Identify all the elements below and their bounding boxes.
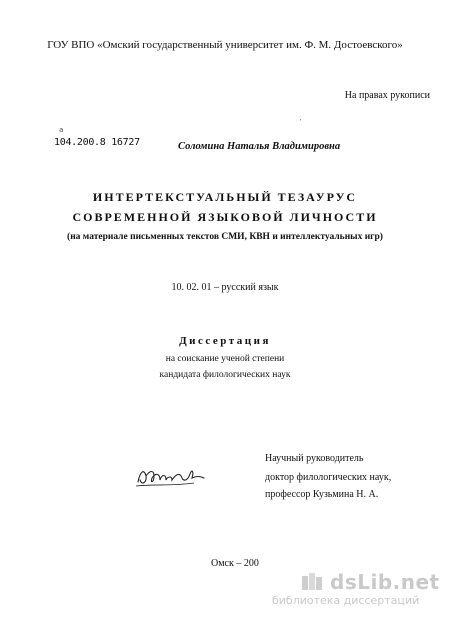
author-name: Соломина Наталья Владимировна xyxy=(178,141,341,152)
city-year: Омск – 200 xyxy=(211,558,259,569)
watermark-brand[interactable]: dsLib.net xyxy=(330,570,440,594)
handwritten-signature xyxy=(134,462,214,492)
document-type-heading: Диссертация xyxy=(179,335,271,347)
dslib-logo-icon xyxy=(300,570,326,592)
supervisor-name: профессор Кузьмина Н. А. xyxy=(265,489,379,500)
supervisor-degree: доктор филологических наук, xyxy=(265,472,392,483)
title-subtitle: (на материале письменных текстов СМИ, КВН и интеллектуальных игр) xyxy=(67,232,383,242)
manuscript-rights-note: На правах рукописи xyxy=(344,90,430,101)
stamp-mark: а xyxy=(59,126,64,134)
title-line-1: ИНТЕРТЕКСТУАЛЬНЫЙ ТЕЗАУРУС xyxy=(92,190,358,204)
degree-line-2: кандидата филологических наук xyxy=(159,370,291,380)
watermark-tagline: библиотека диссертаций xyxy=(272,594,420,607)
university-header: ГОУ ВПО «Омский государственный университет им. Ф. М. Достоевского» xyxy=(47,39,403,51)
specialty-code: 10. 02. 01 – русский язык xyxy=(171,282,279,293)
degree-line-1: на соискание ученой степени xyxy=(165,354,285,364)
tick-mark: ' xyxy=(300,118,302,126)
supervisor-label: Научный руководитель xyxy=(265,453,364,464)
library-stamp-number: 104.200.8 16727 xyxy=(54,137,140,148)
title-line-2: СОВРЕМЕННОЙ ЯЗЫКОВОЙ ЛИЧНОСТИ xyxy=(72,210,378,224)
